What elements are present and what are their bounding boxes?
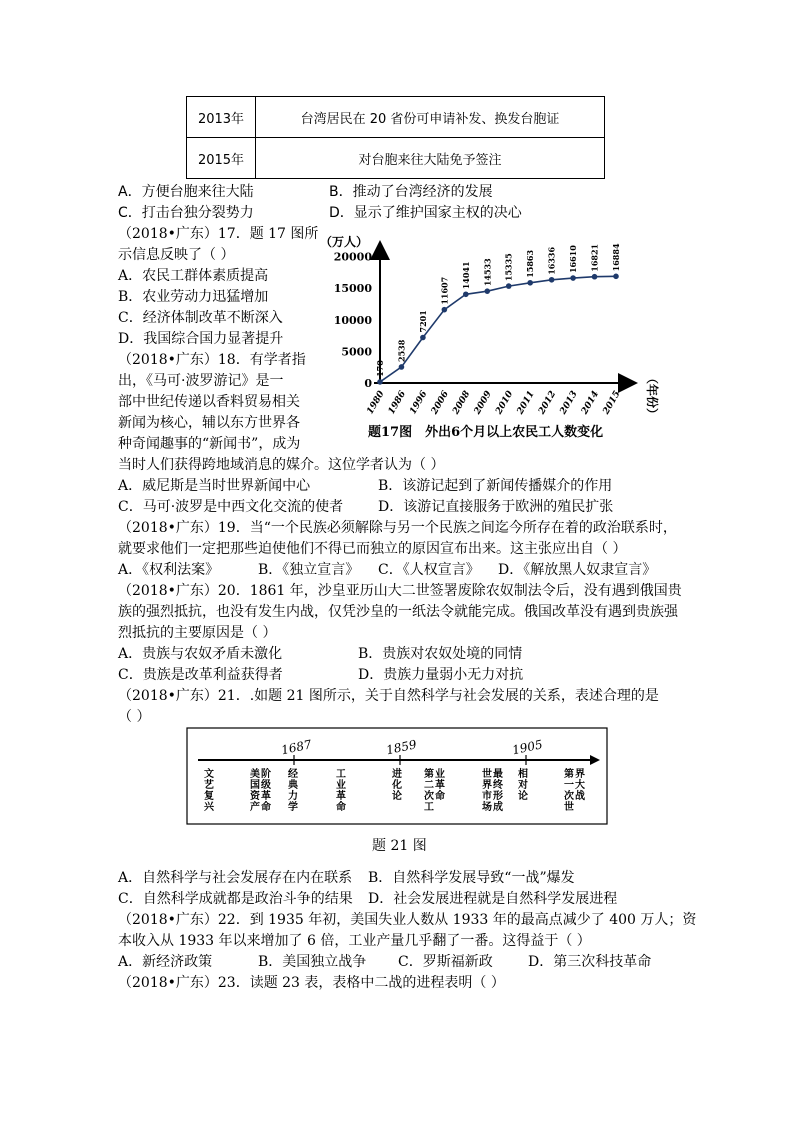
- table-cell-text: 对台胞来往大陆免予签注: [256, 138, 605, 179]
- q22-stem-line2: 本收入从 1933 年以来增加了 6 倍，工业产量几乎翻了一番。这得益于（ ）: [118, 933, 591, 949]
- chart-y-tick-label: 10000: [333, 313, 372, 327]
- q19-stem-line1: （2018•广东）19．当“一个民族必须解除与另一个民族之间迄今所存在着的政治联系时，: [118, 520, 677, 536]
- q22-option-c: C．罗斯福新政: [398, 954, 493, 970]
- q19-option-c: C．《人权宣言》: [378, 562, 480, 578]
- q17-option-b: B．农业劳动力迅猛增加: [118, 289, 269, 305]
- chart-data-label: 170: [375, 360, 385, 377]
- chart-data-label: 15335: [503, 253, 514, 282]
- q18-stem-line4: 新闻为核心，辅以东方世界各: [118, 415, 300, 431]
- table-cell-text: 台湾居民在 20 省份可申请补发、换发台胞证: [256, 97, 605, 138]
- chart-x-tick-label: 2011: [515, 389, 537, 417]
- q17-option-c: C．经济体制改革不断深入: [118, 310, 283, 326]
- chart-data-point: [506, 283, 512, 289]
- q17-option-d: D．我国综合国力显著提升: [118, 331, 284, 347]
- q18-option-a: A．威尼斯是当时世界新闻中心: [118, 478, 311, 494]
- chart-y-tick-label: 5000: [341, 345, 372, 359]
- chart-data-label: 11607: [439, 276, 450, 305]
- q18-stem-line1: （2018•广东）18．有学者指: [118, 352, 306, 368]
- timeline-event-label: 文艺复兴: [204, 769, 214, 813]
- chart-x-tick-label: 2010: [494, 389, 516, 417]
- chart-data-point: [527, 280, 533, 286]
- q18-stem-line5: 种奇闻趣事的“新闻书”，成为: [118, 436, 301, 452]
- chart-x-ticks: [365, 389, 622, 417]
- chart-x-tick-label: 2014: [579, 389, 602, 417]
- timeline-event-label: 进化论: [392, 769, 402, 802]
- table-row: [187, 138, 605, 179]
- chart-x-tick-label: 1986: [386, 389, 409, 417]
- q20-stem-line2: 族的强烈抵抗，也没有发生内战，仅凭沙皇的一纸法令就能完成。俄国改革没有遇到贵族强: [118, 604, 678, 620]
- chart-x-tick-label: 2009: [472, 389, 494, 417]
- science-timeline-figure: [186, 727, 608, 825]
- chart-data-label: 16821: [589, 243, 600, 272]
- chart-x-tick-label: 2006: [429, 389, 451, 417]
- chart-data-label: 16610: [568, 245, 579, 274]
- chart-y-tick-label: 15000: [333, 282, 372, 296]
- q18-stem-line6: 当时人们获得跨地域消息的媒介。这位学者认为（ ）: [118, 457, 445, 473]
- chart-y-tick-label: 20000: [333, 250, 372, 264]
- q16-option-a: A．方便台胞来往大陆: [118, 184, 254, 200]
- q19-option-b: B．《独立宣言》: [258, 562, 360, 578]
- q18-stem-line3: 部中世纪传递以香料贸易相关: [118, 394, 300, 410]
- q19-option-d: D．《解放黑人奴隶宣言》: [498, 562, 657, 578]
- q20-option-d: D．贵族力量弱小无力对抗: [358, 667, 524, 683]
- chart-y-ticks: [334, 251, 373, 390]
- chart-x-tick-label: 1996: [408, 389, 430, 417]
- chart-data-label: 14041: [460, 261, 471, 290]
- timeline-event-label: 第二次工业革命: [424, 769, 445, 813]
- q20-stem-line1: （2018•广东）20．1861 年，沙皇亚历山大二世签署废除农奴制法令后，没有遇到俄国贵: [118, 583, 682, 599]
- chart-data-label: 16336: [546, 246, 557, 275]
- q17-stem-line2: 示信息反映了（ ）: [118, 247, 235, 263]
- timeline-event-label: 相对论: [518, 769, 528, 802]
- q18-option-b: B．该游记起到了新闻传播媒介的作用: [378, 478, 613, 494]
- q18-stem-line2: 出，《马可·波罗游记》是一: [118, 373, 284, 389]
- chart-data-label: 7201: [417, 310, 428, 333]
- chart-data-point: [484, 288, 490, 294]
- chart-x-tick-label: 2012: [537, 389, 559, 417]
- chart-data-point: [570, 275, 576, 281]
- timeline-year-1905: 1905: [511, 737, 544, 758]
- q18-option-c: C．马可·波罗是中西文化交流的使者: [118, 499, 344, 515]
- q21-option-d: D．社会发展进程就是自然科学发展进程: [368, 891, 618, 907]
- timeline-event-label: 世界市场最终形成: [482, 769, 503, 813]
- q16-option-b: B．推动了台湾经济的发展: [329, 184, 493, 200]
- chart-x-axis-label: （年份）: [645, 372, 659, 421]
- timeline-arrow-icon: [590, 755, 600, 765]
- q20-stem-line3: 烈抵抗的主要原因是（ ）: [118, 625, 277, 641]
- q22-option-a: A．新经济政策: [118, 954, 213, 970]
- timeline-event-label: 美国资产阶级革命: [250, 769, 271, 813]
- timeline-event-label: 工业革命: [336, 769, 346, 813]
- chart-data-point: [420, 335, 426, 341]
- policy-table: [186, 96, 605, 179]
- chart-data-point: [377, 379, 383, 385]
- q21-stem-line1: （2018•广东）21．.如题 21 图所示，关于自然科学与社会发展的关系，表述合理的是: [118, 688, 659, 704]
- chart-x-tick-label: 2013: [558, 389, 580, 417]
- timeline-event-label: 经典力学: [288, 769, 298, 813]
- chart-y-axis-label: （万人）: [320, 235, 369, 249]
- timeline-year-1859: 1859: [385, 737, 418, 758]
- q22-option-d: D．第三次科技革命: [528, 954, 652, 970]
- q16-option-d: D．显示了维护国家主权的决心: [329, 205, 522, 221]
- chart-series-line: [380, 276, 616, 382]
- chart-data-label: 15863: [525, 249, 536, 278]
- chart-title: 题17图 外出6个月以上农民工人数变化: [368, 425, 604, 440]
- q16-option-c: C．打击台独分裂势力: [118, 205, 254, 221]
- q23-stem-line1: （2018•广东）23．读题 23 表，表格中二战的进程表明（ ）: [118, 975, 505, 991]
- chart-data-point: [549, 277, 555, 283]
- chart-data-point: [463, 291, 469, 297]
- table-cell-year: 2013年: [187, 97, 256, 138]
- q17-option-a: A．农民工群体素质提高: [118, 268, 269, 284]
- q21-option-a: A．自然科学与社会发展存在内在联系: [118, 870, 353, 886]
- q22-option-b: B．美国独立战争: [258, 954, 367, 970]
- q21-option-b: B．自然科学发展导致“一战”爆发: [368, 870, 575, 886]
- timeline-event-label: 第一次世界大战: [564, 769, 585, 813]
- q20-option-c: C．贵族是改革利益获得者: [118, 667, 283, 683]
- q19-stem-line2: 就要求他们一定把那些迫使他们不得已而独立的原因宣布出来。这主张应出自（ ）: [118, 541, 627, 557]
- chart-data-label: 14533: [482, 258, 493, 287]
- chart-y-tick-label: 0: [364, 377, 372, 390]
- q20-option-b: B．贵族对农奴处境的同情: [358, 646, 523, 662]
- chart-data-point: [399, 364, 405, 370]
- table-row: [187, 97, 605, 138]
- q20-option-a: A．贵族与农奴矛盾未激化: [118, 646, 283, 662]
- migrant-worker-chart: [312, 230, 672, 452]
- chart-data-label: 16884: [611, 243, 621, 272]
- q19-option-a: A．《权利法案》: [118, 562, 220, 578]
- figure-21-caption: 题 21 图: [372, 838, 427, 854]
- q22-stem-line1: （2018•广东）22．到 1935 年初，美国失业人数从 1933 年的最高点减少了 400 万人；资: [118, 912, 697, 928]
- q18-option-d: D．该游记直接服务于欧洲的殖民扩张: [378, 499, 614, 515]
- q21-option-c: C．自然科学成就都是政治斗争的结果: [118, 891, 353, 907]
- chart-data-point: [613, 274, 619, 280]
- table-cell-year: 2015年: [187, 138, 256, 179]
- chart-data-label: 2538: [396, 339, 407, 362]
- chart-data-point: [592, 274, 598, 280]
- chart-x-tick-label: 2015: [601, 389, 623, 417]
- chart-x-tick-label: 1980: [365, 389, 387, 417]
- chart-points: [375, 243, 621, 385]
- timeline-year-1687: 1687: [280, 737, 313, 758]
- q17-stem-line1: （2018•广东）17．题 17 图所: [118, 226, 319, 242]
- chart-data-point: [442, 307, 448, 313]
- q21-stem-line2: （ ）: [118, 709, 151, 725]
- chart-x-tick-label: 2008: [451, 389, 473, 417]
